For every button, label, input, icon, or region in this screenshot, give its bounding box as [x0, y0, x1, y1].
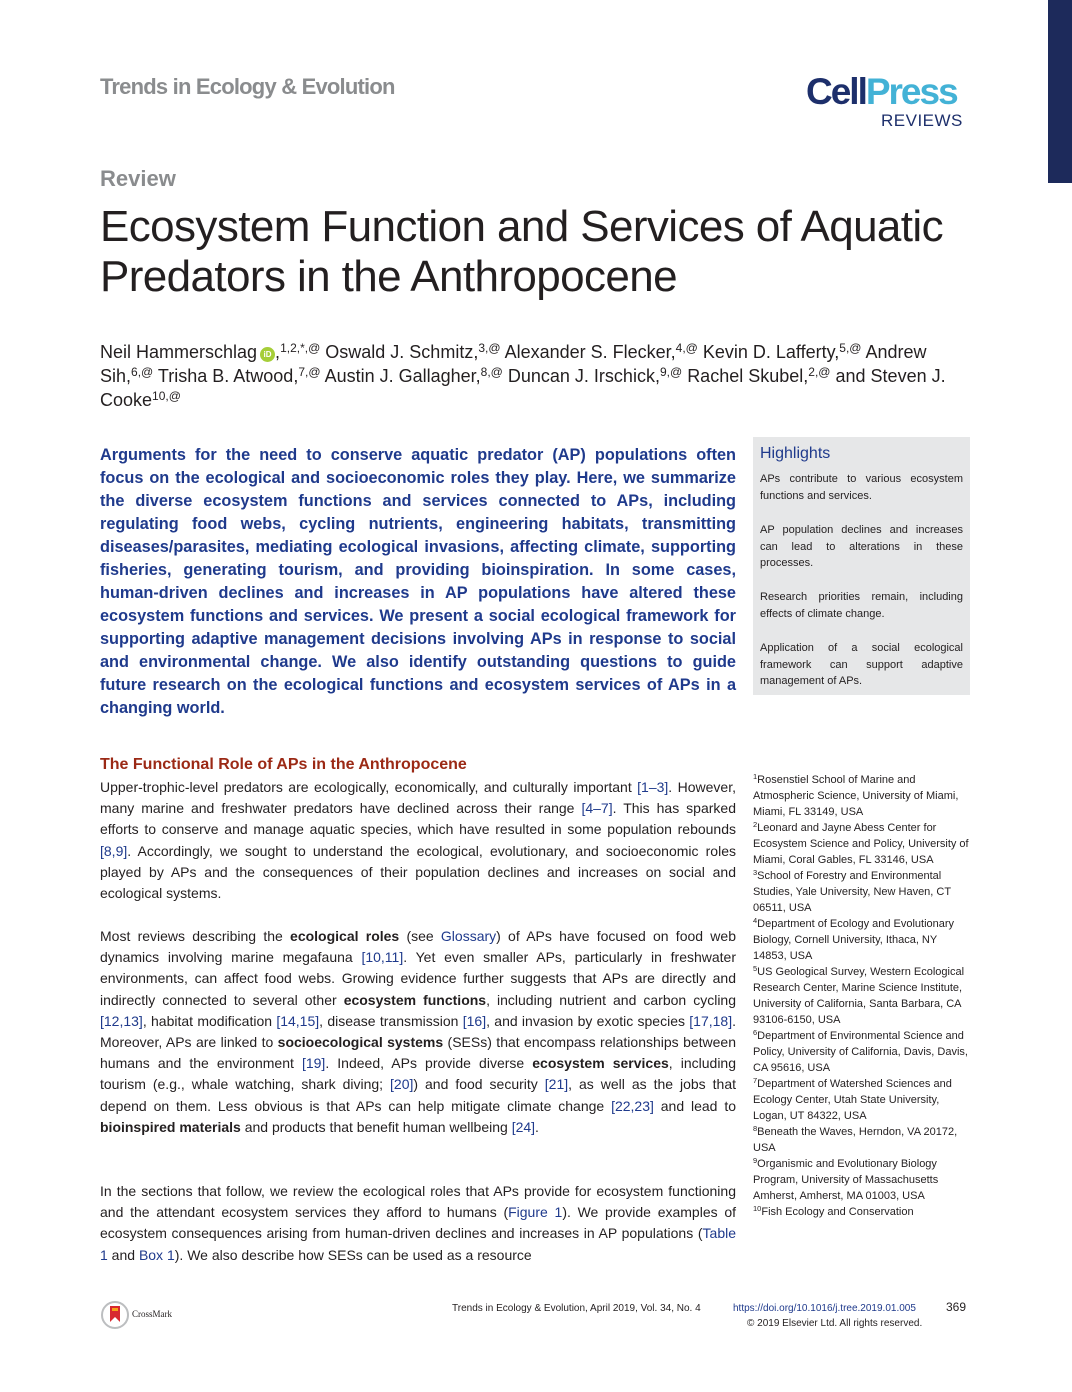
affiliation-text: Leonard and Jayne Abess Center for Ecosystem Science and Policy, University of Miami, Coral Gables, FL 33146, USA [753, 822, 969, 866]
text-run: ). We provide examples of ecosystem consequences arising from human-driven declines and increases in AP populations ( [100, 1204, 737, 1242]
reference-link[interactable]: Glossary [440, 928, 497, 944]
highlights-title: Highlights [760, 445, 831, 462]
affiliation-item [753, 1028, 973, 1076]
body-paragraph [100, 777, 736, 904]
author-name[interactable]: Rachel Skubel [687, 366, 804, 386]
affiliation-text: Organismic and Evolutionary Biology Program, University of Massachusetts Amherst, Amherst, MA 01003, USA [753, 1158, 939, 1202]
reference-link[interactable]: Table 1 [100, 1225, 736, 1263]
article-title: Ecosystem Function and Services of Aquatic Predators in the Anthropocene [100, 202, 944, 301]
highlights-box [753, 437, 970, 695]
text-run: , as well as the jobs that depend on them. Less obvious is that APs can help mitigate climate change [100, 1076, 736, 1114]
author-affiliation-marker: 4,@ [675, 341, 698, 355]
reference-link[interactable]: [22,23] [611, 1097, 654, 1114]
text-run: . Indeed, APs provide diverse [325, 1055, 533, 1072]
text-run: (SESs) that encompass relationships between humans and the environment [100, 1034, 736, 1072]
journal-header: Trends in Ecology & Evolution [100, 74, 395, 99]
text-run: . However, many marine and freshwater predators have declined across their range [100, 779, 736, 817]
author-affiliation-marker: 5,@ [839, 341, 862, 355]
reference-link[interactable]: [1–3] [637, 779, 669, 795]
page-edge-tab [1048, 0, 1072, 183]
affiliation-item [753, 820, 973, 868]
text-run: , and invasion by exotic species [486, 1012, 690, 1029]
reference-link[interactable]: [8,9] [100, 842, 128, 859]
affiliation-number: 3 [753, 868, 758, 877]
author-affiliation-marker: 3,@ [478, 341, 501, 355]
affiliation-number: 1 [753, 772, 758, 781]
author-name[interactable]: Neil Hammerschlag [100, 342, 258, 362]
text-run: ). We also describe how SESs can be used as a resource [174, 1246, 532, 1263]
affiliation-text: US Geological Survey, Western Ecological Research Center, Marine Science Institute, University of California, Santa Barbara, CA 93106-6150, USA [753, 966, 965, 1026]
glossary-term: ecosystem functions [343, 991, 487, 1008]
text-run: . Yet even smaller APs, particularly in freshwater environments, can affect food webs. Growing evidence further suggests that APs are directly and indirectly connected to several other [100, 949, 737, 1008]
author-and: and [835, 366, 871, 386]
logo-cell-text: Cell [806, 71, 866, 112]
glossary-term: ecological roles [290, 928, 400, 944]
affiliation-text: Department of Ecology and Evolutionary Biology, Cornell University, Ithaca, NY 14853, USA [753, 918, 955, 962]
author-affiliation-marker: 10,@ [152, 389, 181, 403]
text-run: ) of APs have focused on food web dynamics involving marine megafauna [100, 928, 736, 966]
affiliation-item [753, 772, 973, 820]
body-paragraph [100, 1181, 736, 1266]
text-run: and [107, 1246, 139, 1263]
author-name[interactable]: Duncan J. Irschick [507, 366, 655, 386]
text-run: . This has sparked efforts to conserve and manage aquatic species, which have resulted in some population rebounds [100, 800, 736, 838]
affiliation-item [753, 868, 973, 916]
article-type-label: Review [100, 166, 176, 191]
affiliation-item [753, 1156, 973, 1204]
logo-reviews-text: REVIEWS [881, 111, 963, 130]
affiliation-number: 8 [753, 1124, 758, 1133]
author-affiliation-marker: 9,@ [659, 365, 683, 379]
page-number: 369 [946, 1300, 967, 1314]
text-run: . [535, 1118, 539, 1135]
text-run: Most reviews describing the [100, 928, 291, 944]
reference-link[interactable]: [19] [301, 1055, 326, 1072]
affiliations [753, 772, 973, 1220]
reference-link[interactable]: [21] [544, 1076, 569, 1093]
text-run: Upper-trophic-level predators are ecologically, economically, and culturally important [100, 779, 638, 795]
author-affiliation-marker: 1,2,*,@ [280, 341, 321, 355]
affiliation-number: 5 [753, 964, 758, 973]
author-affiliation-marker: 7,@ [298, 365, 321, 379]
author-list: Neil Hammerschlag iD ,$^{1,2,*,@}$ Oswald J. Schmitz,$^{3,@}$ Alexander S. Flecker,$^{4,@}$ Kevin D. Lafferty,$^{5,@}$ Andrew Sih,$^{6,@}$ Trisha B. Atwood,$^{7,@}$ Austin J. Gallagher,$^{8,@}$ Duncan J. Irschick,$^{9,@}$ Rachel Skubel,$^{2,@}$ and Steven J. Cooke$^{10,@}$ [100, 341, 946, 410]
crossmark-label[interactable]: CrossMark [132, 1309, 172, 1319]
doi-link[interactable]: https://doi.org/10.1016/j.tree.2019.01.005 [733, 1303, 916, 1314]
affiliation-number: 2 [753, 820, 758, 829]
abstract: Arguments for the need to conserve aquatic predator (AP) populations often focus on the ecological and socioeconomic roles they play. Here, we summarize the diverse ecosystem functions and services connected to APs, including regulating food webs, cycling nutrients, engineering habitats, transmitting diseases/parasites, mediating ecological invasions, affecting climate, supporting fisheries, generating tourism, and providing bioinspiration. In some cases, human-driven declines and increases in AP populations have altered these ecosystem functions and services. We present a social ecological framework for supporting adaptive management decisions involving APs in response to social and environmental change. We also identify outstanding questions to guide future research on the ecological functions and ecosystem services of APs in a changing world. [100, 446, 736, 717]
affiliation-item [753, 964, 973, 1028]
cellpress-logo [806, 72, 957, 112]
reference-link[interactable]: [17,18] [689, 1012, 733, 1029]
text-run: , disease transmission [319, 1012, 463, 1029]
affiliation-item [753, 1204, 973, 1220]
affiliation-text: School of Forestry and Environmental Studies, Yale University, New Haven, CT 06511, USA [753, 870, 951, 914]
copyright: © 2019 Elsevier Ltd. All rights reserved. [747, 1318, 923, 1329]
affiliation-text: Department of Watershed Sciences and Ecology Center, Utah State University, Logan, UT 84322, USA [753, 1078, 952, 1122]
author-name[interactable]: Austin J. Gallagher [324, 366, 476, 386]
affiliation-text: Department of Environmental Science and Policy, University of California, Davis, Davis, CA 95616, USA [753, 1030, 968, 1074]
affiliation-number: 6 [753, 1028, 758, 1037]
glossary-term: bioinspired materials [100, 1118, 241, 1135]
affiliation-text: Beneath the Waves, Herndon, VA 20172, USA [753, 1126, 958, 1154]
affiliation-item [753, 1124, 973, 1156]
reference-link[interactable]: [14,15] [276, 1012, 320, 1029]
reference-link[interactable]: [10,11] [361, 949, 404, 966]
author-name[interactable]: Oswald J. Schmitz [325, 342, 474, 362]
highlight-item: Application of a social ecological framework can support adaptive management of APs. [760, 642, 963, 687]
reference-link[interactable]: Figure 1 [508, 1204, 563, 1221]
crossmark-icon[interactable] [100, 1300, 130, 1330]
text-run: (see [399, 928, 441, 944]
glossary-term: ecosystem services [532, 1055, 669, 1072]
text-run: ) and food security [413, 1076, 545, 1093]
body-paragraph [100, 926, 736, 1138]
author-affiliation-marker: 2,@ [808, 365, 831, 379]
text-run: , including tourism (e.g., whale watching, shark diving; [100, 1055, 737, 1093]
reference-link[interactable]: [12,13] [100, 1012, 143, 1029]
highlight-item: AP population declines and increases can lead to alterations in these processes. [760, 524, 963, 569]
author-name[interactable]: Steven J. Cooke [100, 366, 946, 410]
text-run: . Moreover, APs are linked to [100, 1012, 736, 1051]
reference-link[interactable]: Box 1 [138, 1246, 175, 1263]
section-heading: The Functional Role of APs in the Anthropocene [100, 756, 467, 773]
affiliation-number: 9 [753, 1156, 758, 1165]
author-affiliation-marker: 6,@ [131, 365, 154, 379]
affiliation-item [753, 916, 973, 964]
orcid-icon[interactable]: iD [260, 347, 275, 362]
highlight-item: Research priorities remain, including effects of climate change. [760, 591, 963, 620]
reference-link[interactable]: [16] [462, 1012, 487, 1029]
author-name[interactable]: Andrew Sih [100, 342, 927, 386]
reference-link[interactable]: [24] [511, 1118, 536, 1135]
reference-link[interactable]: [20] [390, 1076, 414, 1093]
text-run: . Accordingly, we sought to understand the ecological, evolutionary, and socioeconomic roles played by APs and the consequences of their population declines and increases on social and ecological systems. [100, 842, 736, 902]
affiliation-text: Rosenstiel School of Marine and Atmospheric Science, University of Miami, Miami, FL 33149, USA [753, 774, 959, 818]
footer-citation: Trends in Ecology & Evolution, April 2019, Vol. 34, No. 4 [452, 1303, 701, 1314]
text-run: , including nutrient and carbon cycling [486, 991, 737, 1008]
text-run: , habitat modification [142, 1012, 277, 1029]
affiliation-number: 10 [753, 1204, 762, 1213]
highlight-item: APs contribute to various ecosystem functions and services. [760, 473, 963, 502]
author-name[interactable]: Trisha B. Atwood [157, 366, 294, 386]
glossary-term: socioecological systems [277, 1034, 444, 1051]
reference-link[interactable]: [4–7] [581, 800, 613, 817]
affiliation-text: Fish Ecology and Conservation [761, 1206, 914, 1218]
author-name[interactable]: Kevin D. Lafferty [702, 342, 835, 362]
text-run: In the sections that follow, we review the ecological roles that APs provide for ecosystem functioning and the attendant ecosystem services they afford to humans ( [100, 1183, 736, 1221]
affiliation-item [753, 1076, 973, 1124]
affiliation-number: 4 [753, 916, 758, 925]
text-run: and lead to [653, 1097, 737, 1114]
logo-press-text: Press [865, 71, 957, 112]
author-affiliation-marker: 8,@ [480, 365, 503, 379]
author-name[interactable]: Alexander S. Flecker [504, 342, 671, 362]
affiliation-number: 7 [753, 1076, 758, 1085]
text-run: and products that benefit human wellbeing [240, 1118, 512, 1135]
